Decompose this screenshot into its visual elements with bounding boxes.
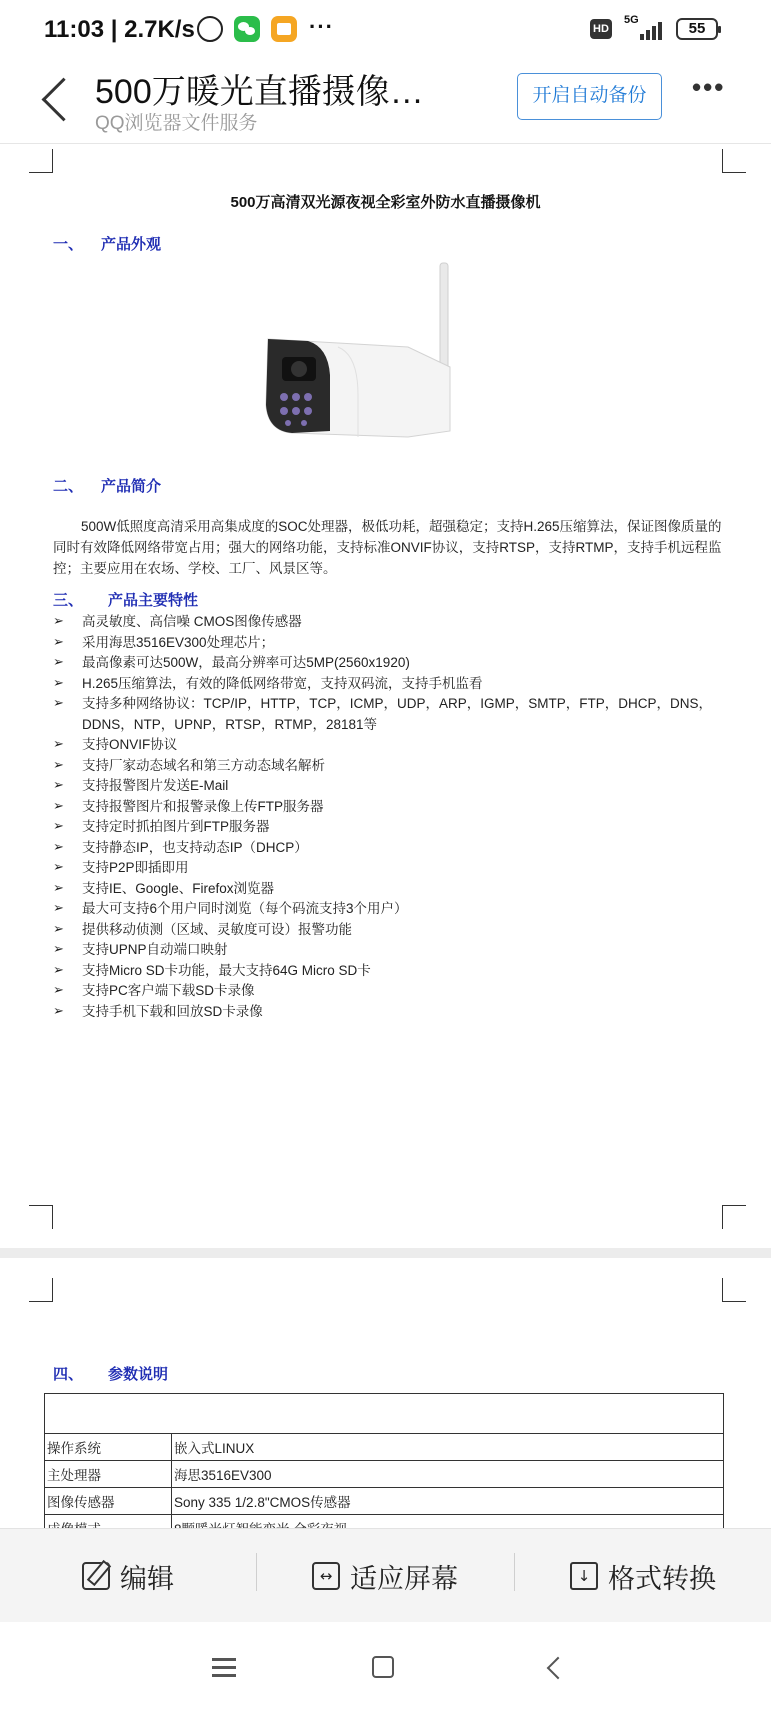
status-time: 11:03 | 2.7K/s — [44, 16, 195, 43]
table-value: 嵌入式LINUX — [172, 1434, 724, 1461]
section-number: 四、 — [53, 1366, 84, 1383]
edit-button[interactable] — [0, 1529, 256, 1623]
hd-icon: HD — [590, 19, 612, 39]
nav-back-icon[interactable] — [544, 1656, 568, 1680]
fit-screen-button[interactable] — [257, 1529, 513, 1623]
status-bar — [0, 0, 771, 60]
list-item: ➢ 提供移动侦测（区域、灵敏度可设）报警功能 — [53, 920, 733, 941]
page-corner-mark — [722, 1205, 746, 1229]
list-item: ➢ 支持报警图片发送E-Mail — [53, 776, 733, 797]
section-number: 二、 — [53, 478, 84, 495]
list-item: ➢ 支持P2P即插即用 — [53, 858, 733, 879]
format-convert-button[interactable] — [515, 1529, 771, 1623]
page-title: 500万暖光直播摄像… — [95, 73, 424, 111]
section-title: 参数说明 — [108, 1366, 169, 1383]
home-icon[interactable] — [372, 1656, 394, 1678]
table-row — [45, 1461, 724, 1488]
network-type: 5G — [624, 14, 639, 26]
section-title: 产品主要特性 — [108, 592, 199, 609]
document-viewer[interactable] — [0, 145, 771, 1528]
list-item: ➢ 支持Micro SD卡功能，最大支持64G Micro SD卡 — [53, 961, 733, 982]
section-heading-4 — [53, 1363, 168, 1384]
alarm-icon — [197, 16, 223, 42]
page-corner-mark — [29, 1205, 53, 1229]
camera-product-image — [258, 255, 458, 455]
table-key: 主处理器 — [45, 1461, 172, 1488]
system-nav-bar — [0, 1622, 771, 1714]
list-item: ➢ 支持多种网络协议：TCP/IP，HTTP，TCP，ICMP，UDP，ARP，IGMP，SMTP，FTP，DHCP，DNS，DDNS，NTP，UPNP，RTSP，RTMP，28181等 — [53, 694, 733, 735]
list-item: ➢ 支持手机下载和回放SD卡录像 — [53, 1002, 733, 1023]
section-number: 一、 — [53, 236, 84, 253]
table-value: Sony 335 1/2.8"CMOS传感器 — [172, 1488, 724, 1515]
auto-backup-button[interactable]: 开启自动备份 — [517, 73, 662, 120]
section-number: 三、 — [53, 592, 84, 609]
fit-screen-icon — [312, 1562, 340, 1590]
section-heading-1 — [53, 233, 161, 254]
edit-icon — [82, 1562, 110, 1590]
folder-download-icon — [570, 1562, 598, 1590]
list-item: ➢ 支持静态IP，也支持动态IP（DHCP） — [53, 838, 733, 859]
more-menu-button[interactable]: ••• — [692, 72, 726, 102]
table-row — [45, 1434, 724, 1461]
list-item: ➢ 支持PC客户端下载SD卡录像 — [53, 981, 733, 1002]
table-row — [45, 1394, 724, 1434]
table-row — [45, 1488, 724, 1515]
table-value: 海思3516EV300 — [172, 1461, 724, 1488]
status-more-icon: ··· — [309, 14, 334, 39]
table-key: 操作系统 — [45, 1434, 172, 1461]
section-title: 产品简介 — [101, 478, 162, 495]
table-key: 图像传感器 — [45, 1488, 172, 1515]
list-item: ➢ 支持定时抓拍图片到FTP服务器 — [53, 817, 733, 838]
list-item: ➢ 最大可支持6个用户同时浏览（每个码流支持3个用户） — [53, 899, 733, 920]
list-item: ➢ 采用海思3516EV300处理芯片； — [53, 633, 733, 654]
back-button[interactable] — [30, 70, 78, 130]
page-corner-mark — [722, 149, 746, 173]
wechat-icon — [234, 16, 260, 42]
list-item: ➢ 支持ONVIF协议 — [53, 735, 733, 756]
fit-screen-label: 适应屏幕 — [350, 1563, 458, 1594]
signal-icon — [624, 18, 664, 40]
section-heading-3 — [53, 589, 198, 610]
app-header — [0, 60, 771, 144]
page-separator — [0, 1248, 771, 1258]
edit-label: 编辑 — [120, 1563, 174, 1594]
format-convert-label: 格式转换 — [608, 1563, 716, 1594]
section-title: 产品外观 — [101, 236, 162, 253]
page-subtitle: QQ浏览器文件服务 — [95, 113, 258, 134]
feature-list — [53, 612, 733, 1022]
list-item: ➢ 支持厂家动态域名和第三方动态域名解析 — [53, 756, 733, 777]
list-item: ➢ 支持UPNP自动端口映射 — [53, 940, 733, 961]
parameter-table — [44, 1393, 724, 1542]
battery-icon: 55 — [676, 18, 718, 40]
list-item: ➢ 支持报警图片和报警录像上传FTP服务器 — [53, 797, 733, 818]
list-item: ➢ H.265压缩算法，有效的降低网络带宽，支持双码流，支持手机监看 — [53, 674, 733, 695]
list-item: ➢ 支持IE、Google、Firefox浏览器 — [53, 879, 733, 900]
list-item: ➢ 最高像素可达500W，最高分辨率可达5MP(2560x1920) — [53, 653, 733, 674]
page-corner-mark — [722, 1278, 746, 1302]
page-corner-mark — [29, 149, 53, 173]
list-item: ➢ 高灵敏度、高信噪 CMOS图像传感器 — [53, 612, 733, 633]
page-corner-mark — [29, 1278, 53, 1302]
section-heading-2 — [53, 475, 161, 496]
product-intro-paragraph: 500W低照度高清采用高集成度的SOC处理器，极低功耗，超强稳定；支持H.265压缩算法，保证图像质量的同时有效降低网络带宽占用；强大的网络功能，支持标准ONVIF协议，支持RTSP，支持RTMP，支持手机远程监控；主要应用在农场、学校、工厂、风景区等。 — [53, 519, 722, 576]
bottom-toolbar — [0, 1528, 771, 1622]
menu-icon[interactable] — [212, 1658, 236, 1678]
notification-icon — [271, 16, 297, 42]
document-title: 500万高清双光源夜视全彩室外防水直播摄像机 — [230, 194, 541, 211]
